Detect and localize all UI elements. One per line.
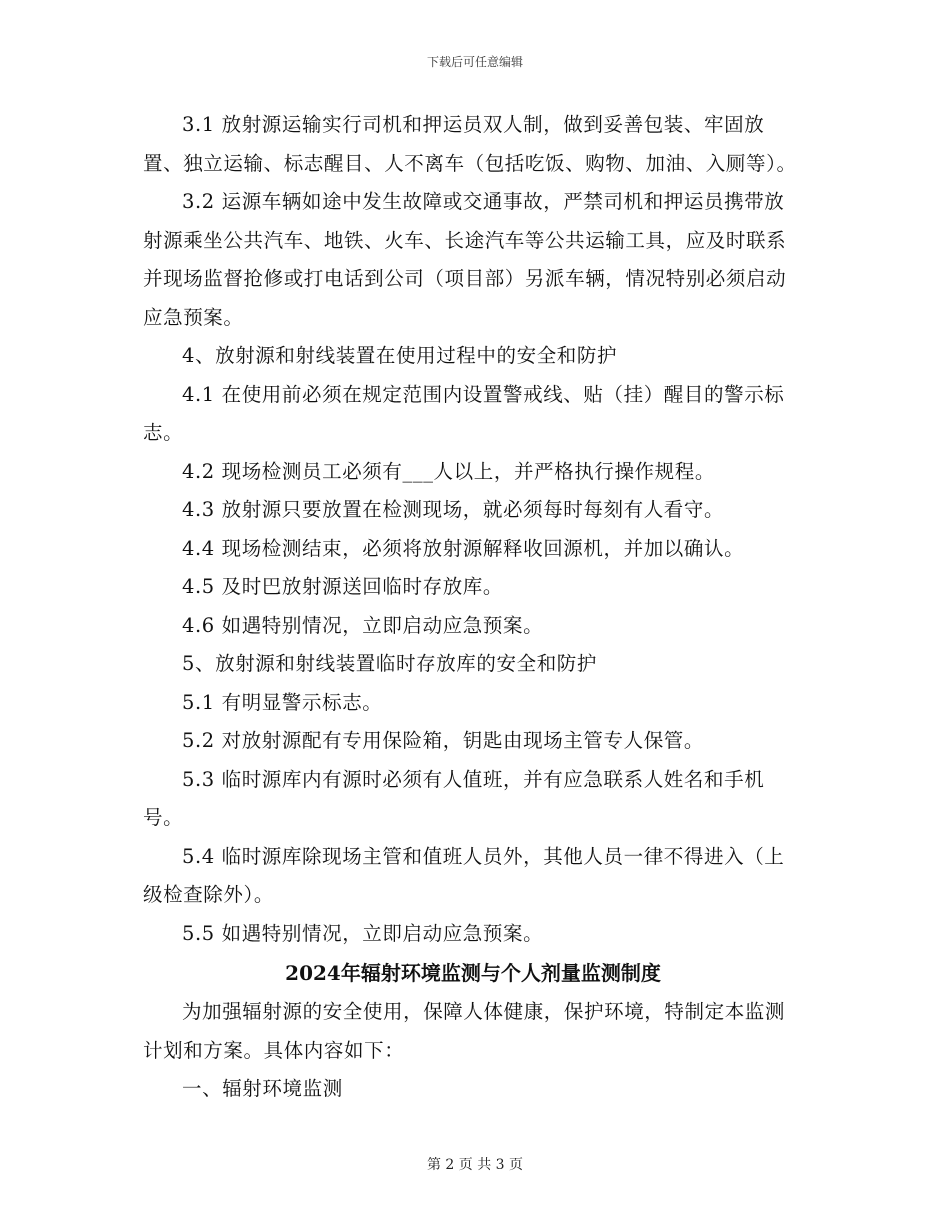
paragraph-5-5: 5.5 如遇特别情况，立即启动应急预案。 — [182, 921, 544, 945]
paragraph-4-6: 4.6 如遇特别情况，立即启动应急预案。 — [182, 613, 544, 637]
paragraph-4-3: 4.3 放射源只要放置在检测现场，就必须每时每刻有人看守。 — [182, 498, 725, 521]
paragraph-5-2: 5.2 对放射源配有专用保险箱，钥匙由现场主管专人保管。 — [182, 729, 705, 752]
paragraph-3-2: 3.2 运源车辆如途中发生故障或交通事故，严禁司机和押运员携带放射源乘坐公共汽车、地铁、火车、长途汽车等公共运输工具，应及时联系并现场监督抢修或打电话到公司（项目部）另派车辆，情况特别必须启动应急预案。 — [143, 190, 787, 329]
paragraph-4-4: 4.4 现场检测结束，必须将放射源解释收回源机，并加以确认。 — [182, 536, 745, 560]
paragraph-5-3: 5.3 临时源库内有源时必须有人值班，并有应急联系人姓名和手机号。 — [143, 767, 765, 829]
page-header-note: 下载后可任意编辑 — [426, 55, 523, 69]
heading-section-4: 4、放射源和射线装置在使用过程中的安全和防护 — [182, 344, 618, 367]
paragraph-5-4: 5.4 临时源库除现场主管和值班人员外，其他人员一律不得进入（上级检查除外）。 — [143, 844, 785, 906]
paragraph-4-5: 4.5 及时巴放射源送回临时存放库。 — [182, 575, 504, 598]
page-number: 第 2 页 共 3 页 — [426, 1157, 524, 1173]
intro-paragraph: 为加强辐射源的安全使用，保障人体健康，保护环境，特制定本监测计划和方案。具体内容如下： — [143, 1000, 786, 1062]
document-body — [143, 106, 803, 1109]
heading-radiation-monitoring: 一、辐射环境监测 — [182, 1077, 343, 1100]
paragraph-4-1: 4.1 在使用前必须在规定范围内设置警戒线、贴（挂）醒目的警示标志。 — [143, 382, 785, 444]
section-title: 2024年辐射环境监测与个人剂量监测制度 — [285, 961, 661, 985]
heading-section-5: 5、放射源和射线装置临时存放库的安全和防护 — [182, 652, 598, 675]
paragraph-3-1: 3.1 放射源运输实行司机和押运员双人制，做到妥善包装、牢固放置、独立运输、标志醒目、人不离车（包括吃饭、购物、加油、入厕等）。 — [143, 113, 797, 175]
paragraph-4-2: 4.2 现场检测员工必须有___人以上，并严格执行操作规程。 — [182, 459, 715, 483]
paragraph-5-1: 5.1 有明显警示标志。 — [182, 690, 383, 714]
